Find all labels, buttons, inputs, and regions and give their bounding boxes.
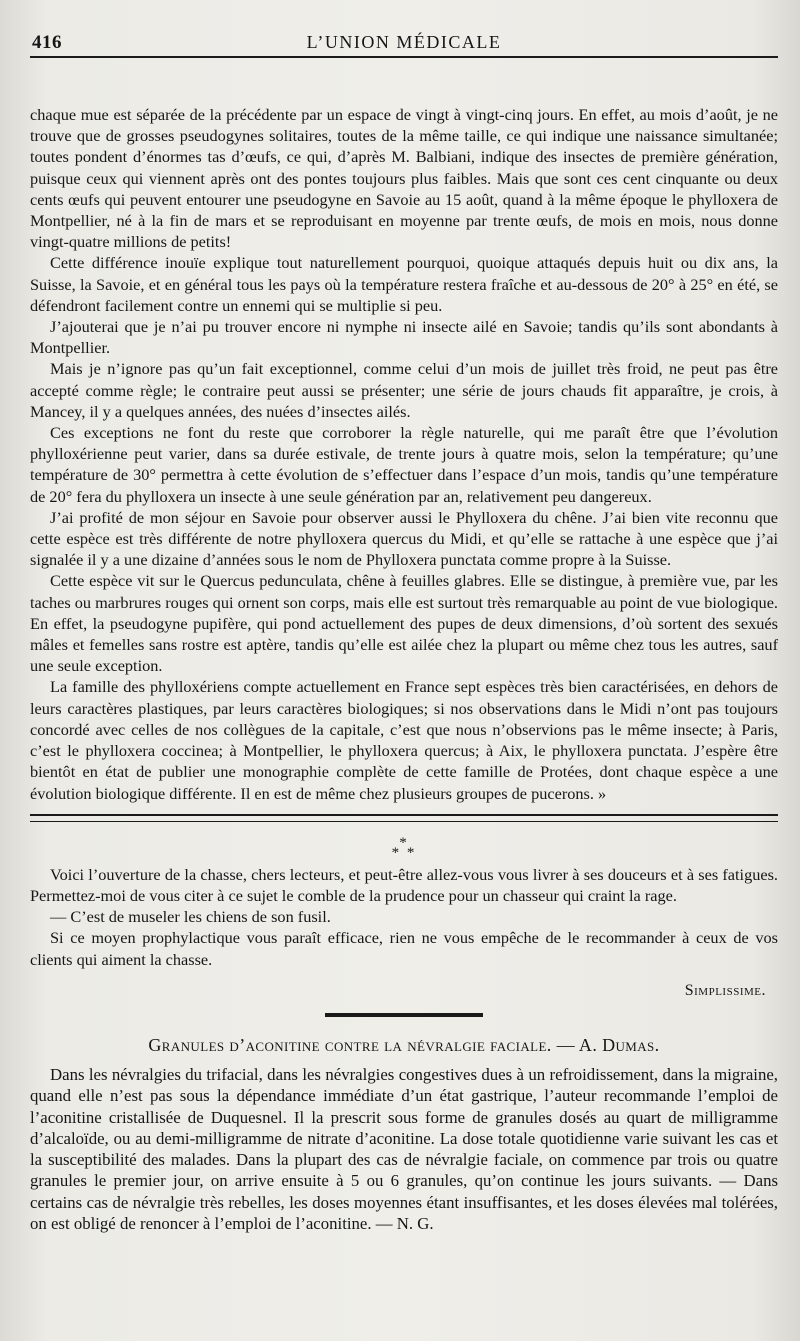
article-body (30, 104, 778, 804)
signature: Simplissime. (684, 981, 766, 999)
article-paragraph: Mais je n’ignore pas qu’un fait exceptionnel, comme celui d’un mois de juillet très froid, ne peut pas être accepté comme règle; le contraire peut aussi se présenter; une série de jours chauds fit apparaître, je crois, à Mancey, il y a quelques années, des nuées d’insectes ailés. (30, 359, 778, 421)
article-paragraph: Cette espèce vit sur le Quercus pedunculata, chêne à feuilles glabres. Elle se distingue, à première vue, par les taches ou marbrures rouges qui ornent son corps, mais elle est surtout très remarquable au point de vue biologique. En effet, la pseudogyne pupifère, qui pond actuellement des pupes de deux dimensions, d’où sortent des sexués mâles et femelles sans rostre est aptère, tandis qu’elle est ailée chez la plupart ou même chez tous les autres, sauf une seule exception. (30, 571, 778, 676)
article-paragraph: Cette différence inouïe explique tout naturellement pourquoi, quoique attaqués depuis huit ou dix ans, la Suisse, la Savoie, et en général tous les pays où la température restera fraîche et au-dessous de 20° à 25° en été, se défendront facilement contre un ennemi qui se multiplie si peu. (30, 253, 778, 315)
double-rule-divider (30, 814, 778, 822)
article-paragraph: Ces exceptions ne font du reste que corroborer la règle naturelle, qui me paraît être que l’évolution phylloxérienne peut varier, dans sa durée estivale, de trente jours à quatre mois, selon la température; qu’une température de 30° permettra à cette évolution de s’effectuer dans l’espace d’un mois, tandis qu’une température de 20° fera du phylloxera un insecte à une seule génération par an, relativement peu dangereux. (30, 423, 778, 506)
article-paragraph: J’ajouterai que je n’ai pu trouver encore ni nymphe ni insecte ailé en Savoie; tandis qu’ils sont abondants à Montpellier. (30, 317, 778, 358)
page-header (30, 26, 778, 58)
page-number: 416 (32, 32, 62, 53)
chronicle-paragraph: Voici l’ouverture de la chasse, chers lecteurs, et peut-être allez-vous vous livrer à ses douceurs et à ses fatigues. Permettez-moi de vous citer à ce sujet le comble de la prudence pour un chasseur qui craint la rage. (30, 864, 778, 905)
chronicle-paragraph: Si ce moyen prophylactique vous paraît efficace, rien ne vous empêche de le recommander à ceux de vos clients qui aiment la chasse. (30, 928, 778, 969)
chronicle-section (30, 864, 778, 1001)
article-paragraph: J’ai profité de mon séjour en Savoie pour observer aussi le Phylloxera du chêne. J’ai bien vite reconnu que cette espèce est très différente de notre phylloxera quercus du Midi, et qu’elle se rattache à une espèce que j’ai signalée il y a une dizaine d’années sous le nom de Phylloxera punctata comme propre à la Suisse. (30, 507, 778, 570)
section-paragraph: Dans les névralgies du trifacial, dans les névralgies congestives dues à un refroidissement, dans la migraine, quand elle n’est pas sous la dépendance immédiate d’un état gastrique, l’auteur recommande l’emploi de l’aconitine cristallisée de Duquesnel. Il la prescrit sous forme de granules dosés au quart de milligramme d’alcaloïde, ou au demi-milligramme de nitrate d’aconitine. La dose totale quotidienne varie suivant les cas et la susceptibilité des malades. Dans la plupart des cas de névralgie faciale, on commence par trois ou quatre granules le premier jour, on arrive ensuite à 5 ou 6 granules, qu’on continue les jours suivants. — Dans certains cas de névralgie très rebelles, les doses moyennes étant insuffisantes, et les doses élevées mal tolérées, on est obligé de renoncer à l’emploi de l’aconitine. — N. G. (30, 1064, 778, 1233)
article-paragraph: chaque mue est séparée de la précédente par un espace de vingt à vingt-cinq jours. En effet, au mois d’août, je ne trouve que de grosses pseudogynes solitaires, toutes de la même taille, ce qui indique une naissance simultanée; toutes pondent d’énormes tas d’œufs, ce qui, d’après M. Balbiani, indique des insectes de première génération, puisque ceux qui viennent après ont des pontes toujours plus faibles. Mais que sont ces cent cinquante ou deux cents œufs qui peuvent entourer une pseudogyne en Savoie au 15 août, quand à la même époque le phylloxera de Montpellier, né à la fin de mars et se reproduisant en moyenne par trente œufs, de mois en mois, nous donne vingt-quatre millions de petits! (30, 105, 778, 252)
short-rule-divider (325, 1013, 483, 1017)
running-title: L’UNION MÉDICALE (306, 32, 502, 52)
section-body (30, 1064, 778, 1234)
article-paragraph: La famille des phylloxériens compte actuellement en France sept espèces très bien caractérisées, en dehors de leurs caractères plastiques, par leurs caractères biologiques; si nos observations dans le Midi n’ont pas toujours concordé avec celles de nos collègues de la capitale, c’est que nous n’observions pas le même insecte; à Paris, c’est le phylloxera coccinea; à Montpellier, le phylloxera quercus; à Aix, le phylloxera punctata. J’espère être bientôt en état de publier une monographie complète de cette famille de Protées, dont chaque espèce a une évolution biologique différente. Il en est de même chez plusieurs groupes de pucerons. » (30, 677, 778, 803)
section-title: Granules d’aconitine contre la névralgie faciale. — A. Dumas. (148, 1034, 660, 1055)
asterism-separator: * * * (391, 834, 417, 861)
chronicle-paragraph: — C’est de museler les chiens de son fusil. (50, 907, 331, 927)
